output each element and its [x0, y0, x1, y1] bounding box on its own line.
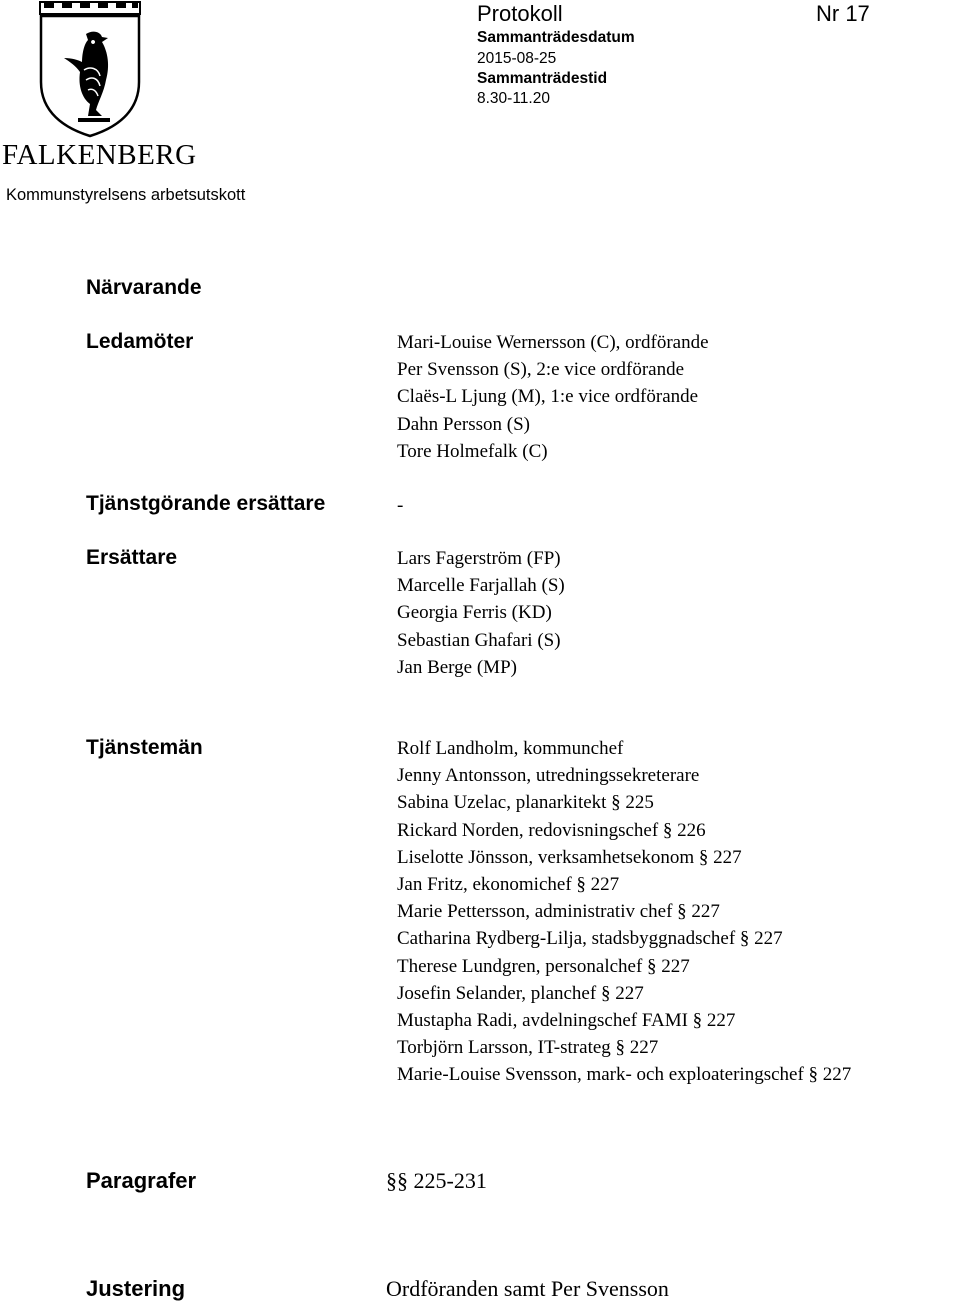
- list-item: Lars Fagerström (FP): [397, 548, 561, 569]
- committee-name: Kommunstyrelsens arbetsutskott: [6, 186, 246, 204]
- list-item: Liselotte Jönsson, verksamhetsekonom § 227: [397, 846, 742, 868]
- meeting-date: 2015-08-25: [477, 50, 557, 67]
- members-label: Ledamöter: [86, 330, 194, 353]
- members-list: [397, 329, 709, 465]
- adjustment-value: Ordföranden samt Per Svensson: [386, 1276, 669, 1301]
- list-item: Jenny Antonsson, utredningssekreterare: [397, 765, 700, 787]
- list-item: Marie Pettersson, administrativ chef § 227: [397, 901, 720, 923]
- list-item: Therese Lundgren, personalchef § 227: [397, 955, 690, 977]
- falcon-coat-of-arms-icon: [38, 0, 142, 138]
- adjustment-label: Justering: [86, 1276, 186, 1301]
- list-item: Marie-Louise Svensson, mark- och exploateringschef § 227: [397, 1064, 852, 1086]
- list-item: Jan Berge (MP): [397, 656, 517, 678]
- list-item: Sebastian Ghafari (S): [397, 629, 561, 651]
- attendance-heading: Närvarande: [86, 276, 202, 299]
- substitutes-label: Ersättare: [86, 546, 178, 569]
- municipality-name: FALKENBERG: [2, 139, 197, 171]
- list-item: Marcelle Farjallah (S): [397, 575, 565, 597]
- list-item: Jan Fritz, ekonomichef § 227: [397, 874, 620, 896]
- list-item: Josefin Selander, planchef § 227: [397, 982, 644, 1004]
- serving-substitutes-value: -: [397, 495, 404, 516]
- paragraphs-label: Paragrafer: [86, 1168, 197, 1193]
- document-number: Nr 17: [816, 1, 870, 26]
- paragraphs-value: §§ 225-231: [386, 1168, 487, 1193]
- list-item: Georgia Ferris (KD): [397, 602, 552, 624]
- meeting-time: 8.30-11.20: [477, 90, 550, 107]
- meeting-time-label: Sammanträdestid: [477, 70, 608, 87]
- list-item: Dahn Persson (S): [397, 413, 530, 435]
- list-item: Sabina Uzelac, planarkitekt § 225: [397, 792, 654, 814]
- list-item: Rolf Landholm, kommunchef: [397, 738, 624, 759]
- list-item: Tore Holmefalk (C): [397, 440, 548, 462]
- officials-label: Tjänstemän: [86, 736, 203, 759]
- officials-list: [397, 735, 851, 1089]
- meeting-date-label: Sammanträdesdatum: [477, 29, 635, 46]
- list-item: Mustapha Radi, avdelningschef FAMI § 227: [397, 1010, 736, 1032]
- serving-substitutes-label: Tjänstgörande ersättare: [86, 492, 326, 515]
- list-item: Rickard Norden, redovisningschef § 226: [397, 819, 706, 841]
- list-item: Catharina Rydberg-Lilja, stadsbyggnadschef § 227: [397, 928, 783, 950]
- list-item: Claës-L Ljung (M), 1:e vice ordförande: [397, 386, 699, 408]
- list-item: Per Svensson (S), 2:e vice ordförande: [397, 359, 685, 381]
- list-item: Mari-Louise Wernersson (C), ordförande: [397, 332, 709, 353]
- substitutes-list: [397, 545, 565, 681]
- document-type: Protokoll: [477, 1, 563, 26]
- list-item: Torbjörn Larsson, IT-strateg § 227: [397, 1037, 659, 1059]
